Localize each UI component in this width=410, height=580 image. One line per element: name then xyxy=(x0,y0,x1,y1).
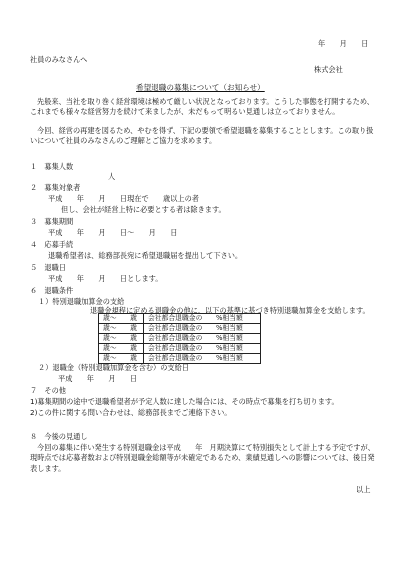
bonus-table xyxy=(98,313,261,364)
section-6-subitem-2: ２）退職金（特別退職加算金を含む）の支給日 xyxy=(38,363,189,372)
section-5-heading: ５ 退職日 xyxy=(30,263,66,272)
section-3-heading: ３ 募集期間 xyxy=(30,217,74,226)
table-row xyxy=(99,344,261,354)
section-1-value: 人 xyxy=(108,172,116,181)
section-6-heading: ６ 退職条件 xyxy=(30,286,74,295)
section-4-line-1: 退職希望者は、総務部長宛に希望退職届を提出して下さい。 xyxy=(48,251,243,260)
table-cell-rate: 会社都合退職金の %相当額 xyxy=(144,314,261,324)
table-cell-age: 歳～ 歳 xyxy=(99,324,144,334)
table-cell-rate: 会社都合退職金の %相当額 xyxy=(144,344,261,354)
section-7-line-1: 1)募集期間の途中で退職希望者が予定人数に達した場合には、その時点で募集を打ち切ります。 xyxy=(30,397,339,406)
section-6-subitem-1-text: 退職金規程に定める退職金の他に、以下の基準に基づき特別退職加算金を支給します。 xyxy=(90,306,370,315)
section-8-heading: ８ 今後の見通し xyxy=(30,432,88,441)
table-row xyxy=(99,314,261,324)
table-cell-rate: 会社都合退職金の %相当額 xyxy=(144,324,261,334)
table-row xyxy=(99,334,261,344)
intro-paragraph-1: 先般来、当社を取り巻く経営環境は極めて厳しい状況となっております。こうした事態を打開するため、これまでも様々な経営努力を続けて来ましたが、未だもって明るい見通しは立っておりません。 xyxy=(30,97,374,117)
document-title: 希望退職の募集について（お知らせ） xyxy=(136,83,265,92)
section-7-line-2: 2)この件に関する問い合わせは、総務部長までご連絡下さい。 xyxy=(30,408,232,417)
section-2-heading: ２ 募集対象者 xyxy=(30,183,81,192)
sender: 株式会社 xyxy=(314,65,343,74)
section-6-subitem-1: １）特別退職加算金の支給 xyxy=(38,297,125,306)
table-cell-rate: 会社都合退職金の %相当額 xyxy=(144,354,261,364)
intro-paragraph-2: 今回、経営の再建を図るため、やむを得ず、下記の要領で希望退職を募集することとします。この取り扱いについて社員のみなさんのご理解とご協力を求めます。 xyxy=(30,126,374,146)
addressee: 社員のみなさんへ xyxy=(30,55,88,64)
section-3-line-1: 平成 年 月 日～ 月 日 xyxy=(48,228,178,237)
section-6-subitem-2-line: 平成 年 月 日 xyxy=(58,374,138,383)
table-cell-rate: 会社都合退職金の %相当額 xyxy=(144,334,261,344)
closing-mark: 以上 xyxy=(356,485,371,494)
section-7-heading: ７ その他 xyxy=(30,386,66,395)
section-2-line-2: 但し、会社が経営上特に必要とする者は除きます。 xyxy=(61,205,226,214)
table-row xyxy=(99,354,261,364)
table-cell-age: 歳～ 歳 xyxy=(99,344,144,354)
section-8-text: 今回の募集に伴い発生する特別退職金は平成 年 月期決算にて特別損失として計上する予定ですが、現時点では応募者数および特別退職金総額等が未確定であるため、業績見通しへの影響については、後日発表します。 xyxy=(30,443,375,473)
table-cell-age: 歳～ 歳 xyxy=(99,334,144,344)
table-row xyxy=(99,324,261,334)
table-cell-age: 歳～ 歳 xyxy=(99,354,144,364)
section-5-line-1: 平成 年 月 日とします。 xyxy=(48,274,163,283)
table-cell-age: 歳～ 歳 xyxy=(99,314,144,324)
section-2-line-1: 平成 年 月 日現在で 歳以上の者 xyxy=(48,194,199,203)
date-line: 年 月 日 xyxy=(318,39,369,48)
section-1-heading: １ 募集人数 xyxy=(30,162,74,171)
section-4-heading: ４ 応募手続 xyxy=(30,240,74,249)
